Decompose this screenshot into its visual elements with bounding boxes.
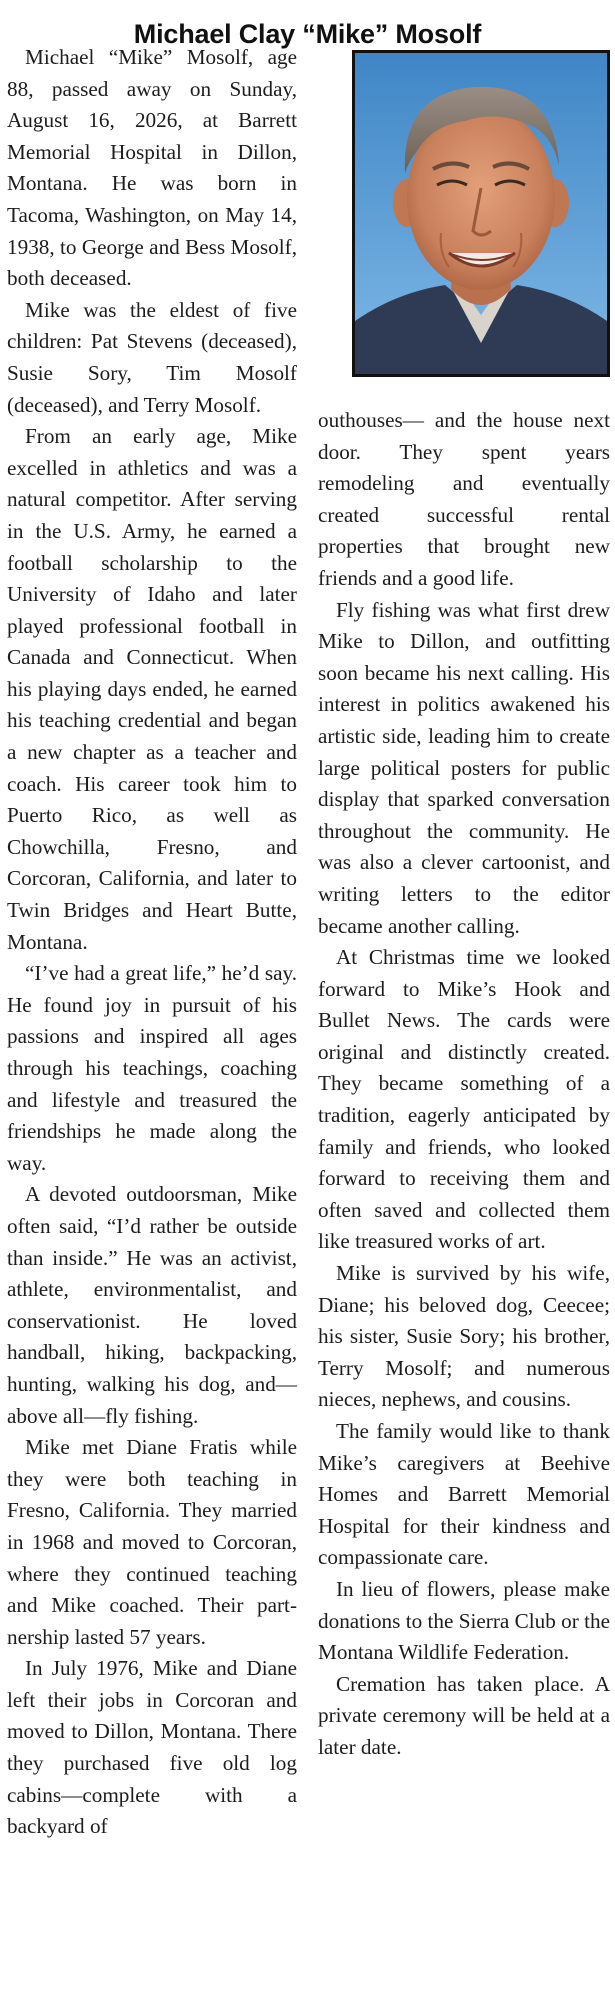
portrait-illustration bbox=[355, 53, 607, 374]
left-text-column bbox=[7, 42, 297, 1843]
paragraph-outdoorsman: A devoted outdoorsman, Mike often said, “I’d rather be outside than inside.” He was an activist, athlete, environmentalist, and conservationist. He loved handball, hiking, backpacking, hunting, walking his dog, and—above all—fly fishing. bbox=[7, 1182, 297, 1428]
paragraph-christmas-cards: At Christmas time we looked forward to Mike’s Hook and Bullet News. The cards were original and distinctly created. They became something of a tradition, eagerly anticipated by family and friends, who looked forward to receiving them and often saved and collected them like treasured works of art. bbox=[318, 945, 610, 1254]
obituary-headline: Michael Clay “Mike” Mosolf bbox=[133, 19, 482, 50]
paragraph-career: From an early age, Mike excelled in athletics and was a natural competitor. After serving in the U.S. Army, he earned a football scholarship to the University of Idaho and later played professional football in Canada and Connecticut. When his playing days ended, he earned his teaching credential and began a new chapter as a teacher and coach. His career took him to Puerto Rico, as well as Chowchilla, Fresno, and Corcoran, California, and later to Twin Bridges and Heart Butte, Montana. bbox=[7, 424, 297, 954]
paragraph-siblings: Mike was the eldest of five children: Pat Stevens (deceased), Susie Sory, Tim Mosolf (deceased), and Terry Mosolf. bbox=[7, 297, 297, 417]
paragraph-thanks: The family would like to thank Mike’s caregivers at Beehive Homes and Barrett Memorial Hospital for their kindness and compassionate care. bbox=[318, 1419, 610, 1570]
paragraph-announcement: Michael “Mike” Mosolf, age 88, passed away on Sunday, August 16, 2026, at Barrett Memorial Hospital in Dillon, Montana. He was born in Tacoma, Washington, on May 14, 1938, to George and Bess Mosolf, both deceased. bbox=[7, 45, 297, 291]
paragraph-cremation: Cremation has taken place. A private ceremony will be held at a later date. bbox=[318, 1671, 610, 1759]
portrait-photo bbox=[352, 50, 610, 377]
right-text-column bbox=[318, 405, 610, 1764]
paragraph-marriage: Mike met Diane Fratis while they were both teaching in Fresno, California. They married in 1968 and moved to Corcoran, where they continued teaching and Mike coached. Their partnership lasted 57 years. bbox=[7, 1435, 297, 1649]
paragraph-survivors: Mike is survived by his wife, Diane; his beloved dog, Ceecee; his sister, Susie Sory; his brother, Terry Mosolf; and numerous nieces, nephews, and cousins. bbox=[318, 1261, 610, 1412]
paragraph-donations: In lieu of flowers, please make donations to the Sierra Club or the Montana Wildlife Federation. bbox=[318, 1576, 610, 1665]
paragraph-great-life: “I’ve had a great life,” he’d say. He found joy in pursuit of his passions and inspired all ages through his teachings, coaching and lifestyle and treasured the friendships he made along the way. bbox=[7, 961, 297, 1175]
paragraph-continued: outhouses— and the house next door. They spent years remodeling and eventually created successful rental properties that brought new friends and a good life. bbox=[318, 408, 610, 590]
paragraph-fly-fishing: Fly fishing was what first drew Mike to Dillon, and outfitting soon became his next calling. His interest in politics awakened his artistic side, leading him to create large political posters for public display that sparked conversation throughout the community. He was also a clever cartoonist, and writing letters to the editor became another calling. bbox=[318, 597, 610, 938]
paragraph-move-to-dillon: In July 1976, Mike and Diane left their jobs in Corcoran and moved to Dillon, Montana. There they purchased five old log cabins—complete with a backyard of bbox=[7, 1656, 297, 1839]
